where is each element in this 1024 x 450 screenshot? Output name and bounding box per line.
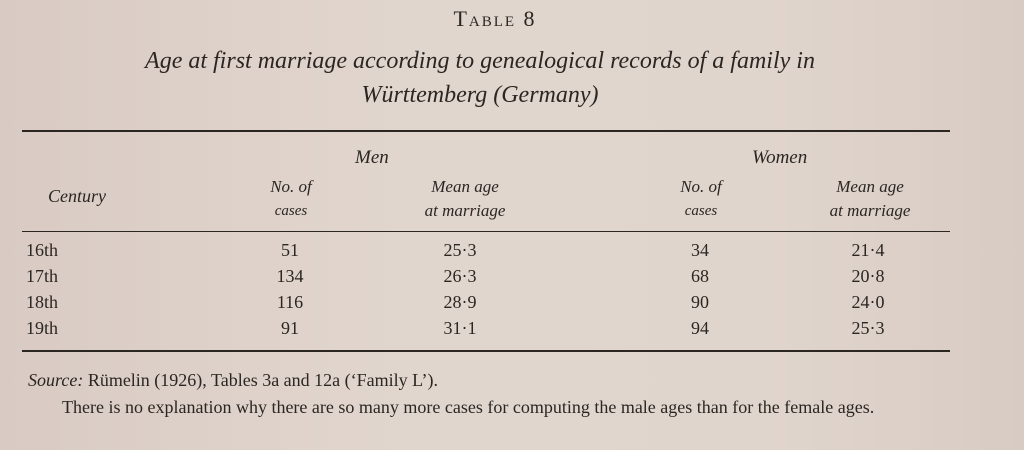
bottom-rule bbox=[22, 350, 950, 352]
table-number: Table 8 bbox=[453, 6, 537, 31]
women-cases-cell: 68 bbox=[691, 266, 709, 286]
men-group-header: Men bbox=[355, 147, 389, 168]
men-cases-cell: 116 bbox=[276, 292, 304, 312]
men-cases-header: No. of cases bbox=[270, 177, 312, 219]
source-line bbox=[28, 370, 438, 391]
women-group-header: Women bbox=[752, 147, 808, 168]
women-cases-cell: 34 bbox=[691, 240, 709, 260]
women-mean-cell: 21·4 bbox=[851, 240, 885, 260]
century-cell: 19th bbox=[26, 318, 59, 338]
table-caption: Age at first marriage according to genealogical records of a family in Württemberg (Germany) bbox=[145, 48, 815, 108]
women-cases-cell: 94 bbox=[691, 318, 709, 338]
women-cases-header: No. of cases bbox=[680, 177, 722, 219]
women-mean-cell: 24·0 bbox=[851, 292, 885, 312]
source-label: Source: bbox=[28, 370, 84, 390]
men-mean-cell: 25·3 bbox=[443, 240, 477, 260]
century-cell: 18th bbox=[26, 292, 59, 312]
century-header: Century bbox=[48, 186, 106, 206]
century-cell: 16th bbox=[26, 240, 59, 260]
top-rule bbox=[22, 130, 950, 132]
footnote: There is no explanation why there are so many more cases for computing the male ages than for the female ages. bbox=[62, 397, 875, 417]
men-mean-cell: 31·1 bbox=[443, 318, 477, 338]
source-text: Rümelin (1926), Tables 3a and 12a (‘Family L’). bbox=[87, 370, 438, 390]
men-mean-header: Mean age at marriage bbox=[424, 177, 506, 220]
men-cases-cell: 91 bbox=[281, 318, 299, 338]
women-mean-cell: 20·8 bbox=[851, 266, 885, 286]
men-mean-cell: 28·9 bbox=[443, 292, 477, 312]
men-cases-cell: 134 bbox=[276, 266, 304, 286]
century-cell: 17th bbox=[26, 266, 59, 286]
men-cases-cell: 51 bbox=[281, 240, 299, 260]
women-mean-header: Mean age at marriage bbox=[829, 177, 911, 220]
women-cases-cell: 90 bbox=[691, 292, 709, 312]
men-mean-cell: 26·3 bbox=[443, 266, 477, 286]
women-mean-cell: 25·3 bbox=[851, 318, 885, 338]
header-rule bbox=[22, 231, 950, 232]
